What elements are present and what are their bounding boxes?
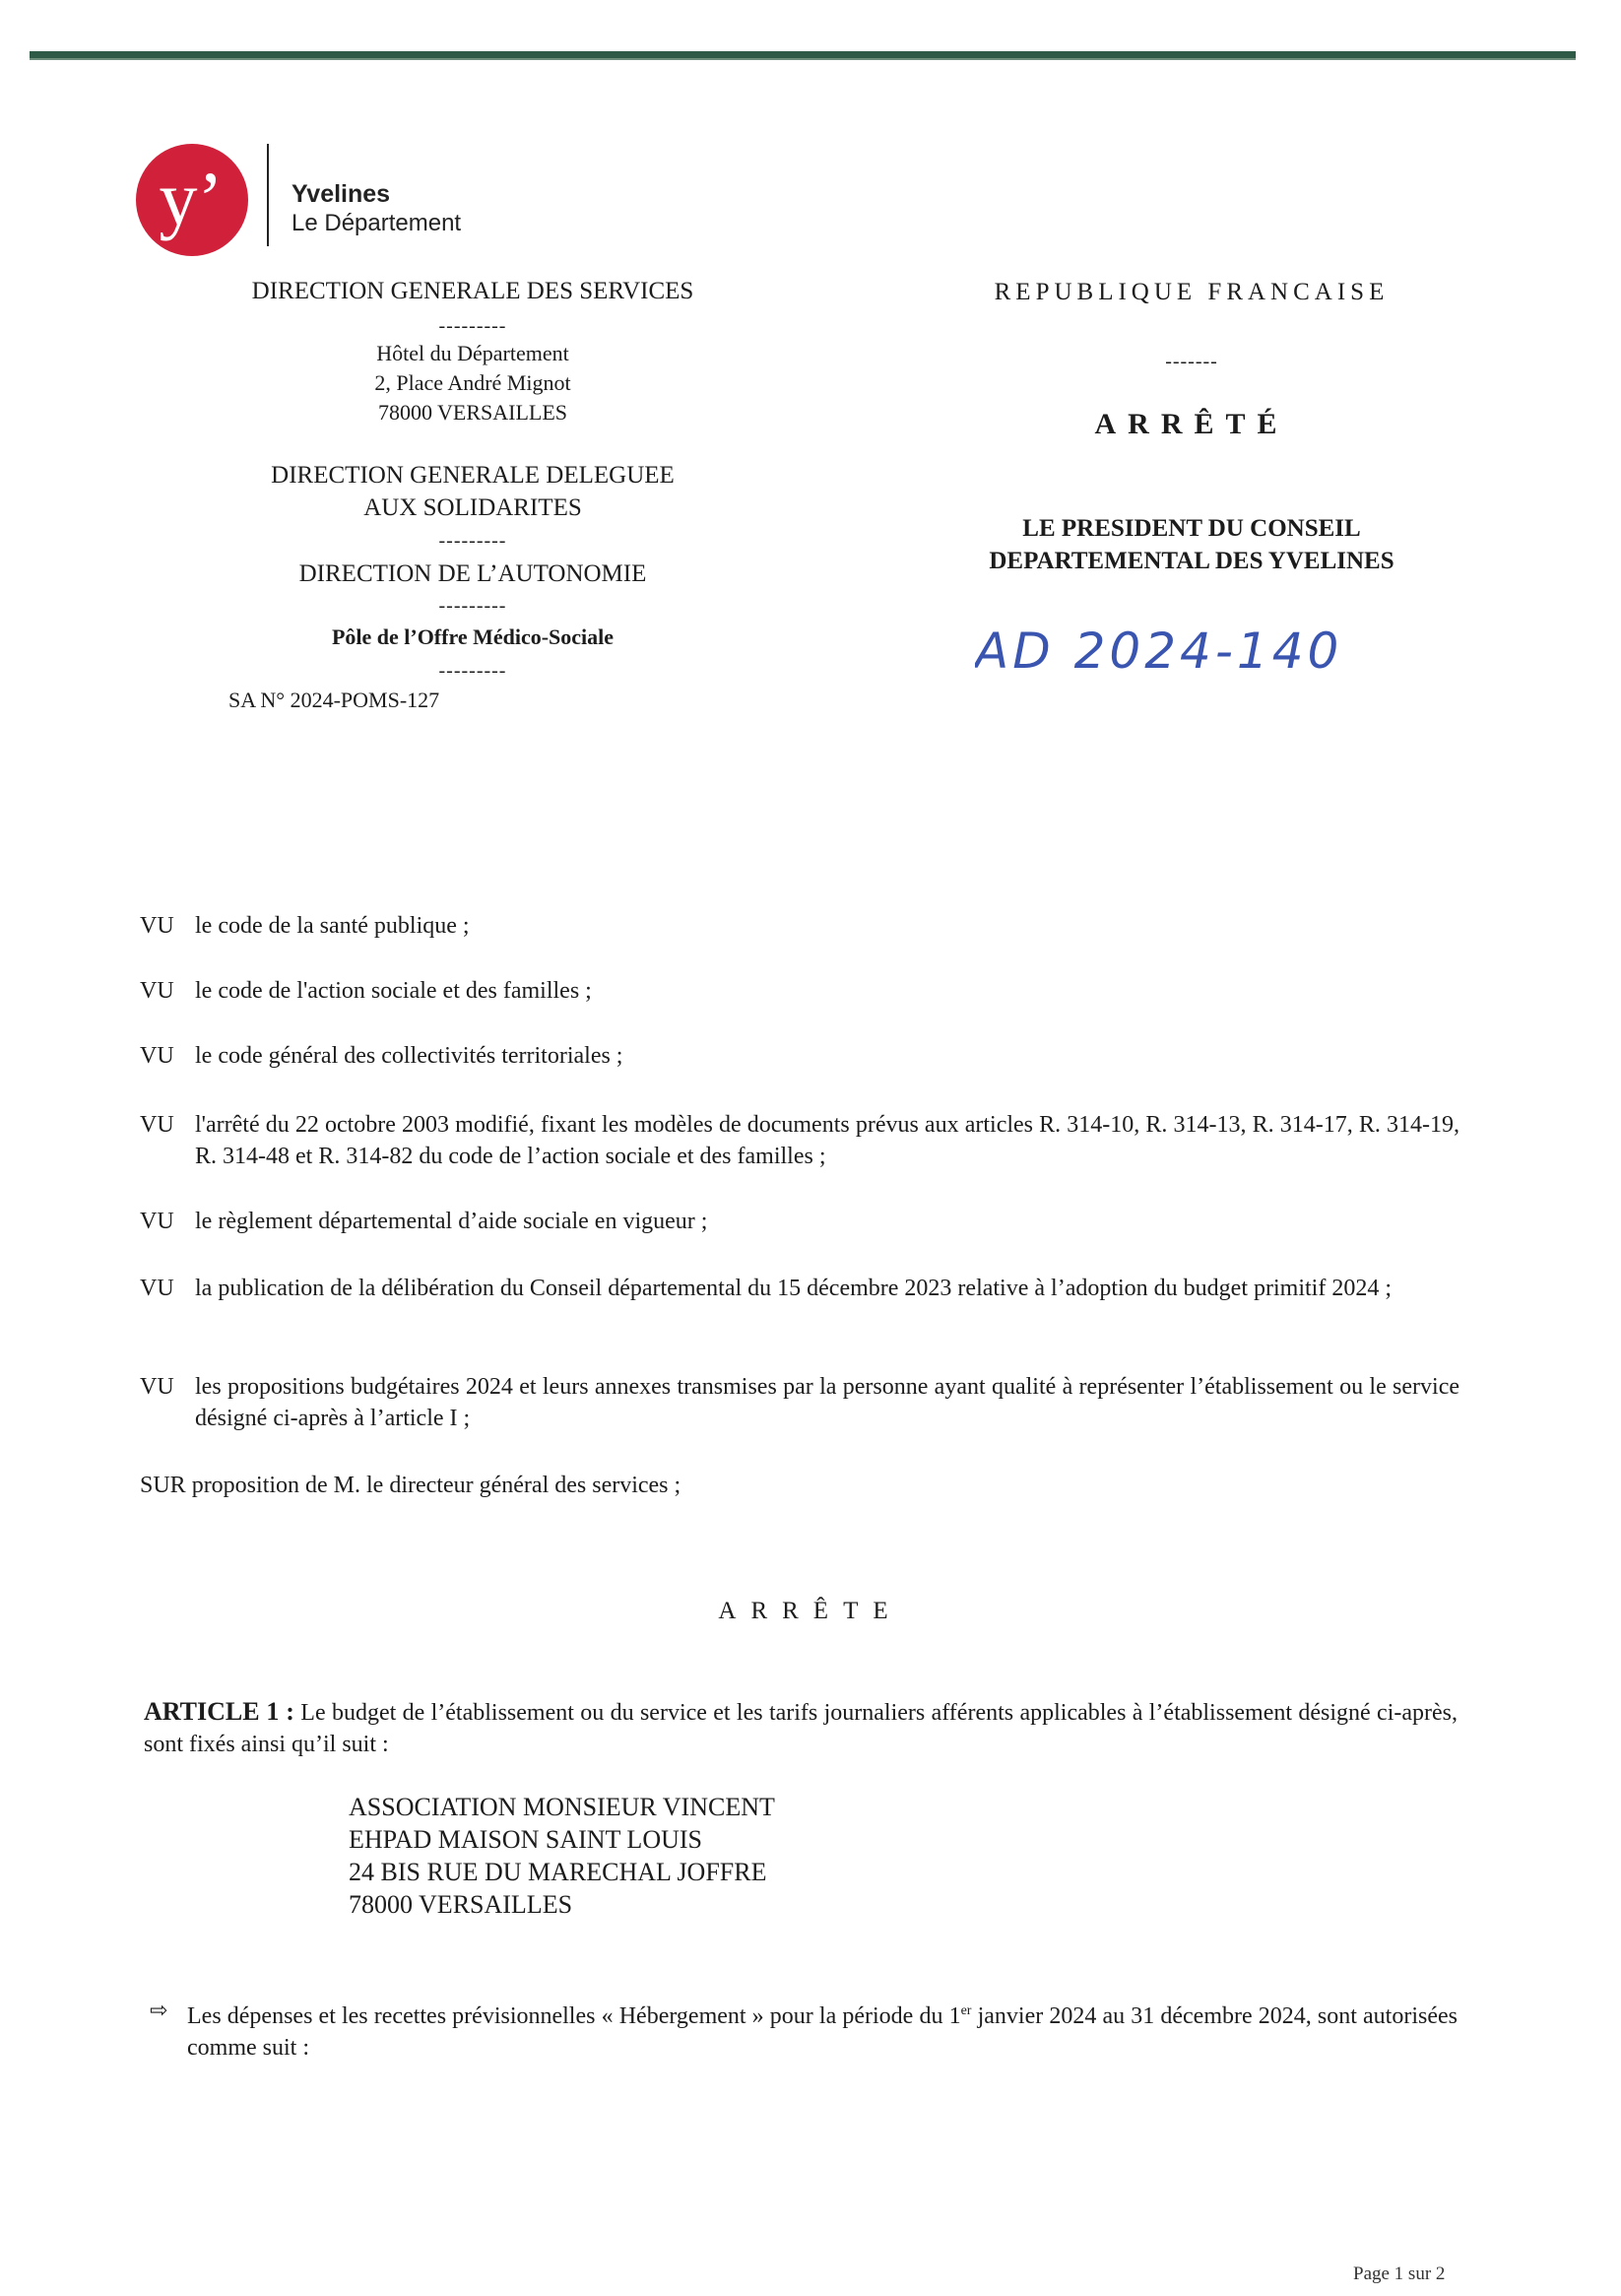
establishment-address [349, 1791, 775, 1921]
bullet-text: Les dépenses et les recettes prévisionnelles « Hébergement » pour la période du 1er janvier 2024 au 31 décembre 2024, sont autorisées comme suit : [187, 2003, 1458, 2061]
arrete-title: ARRÊTÉ [1094, 408, 1289, 440]
visa-text: les propositions budgétaires 2024 et leurs annexes transmises par la personne ayant qualité à représenter l’établissement ou le service désigné ci-après à l’article I ; [195, 1374, 1459, 1431]
visa-item [140, 1040, 1459, 1072]
separator: --------- [438, 660, 507, 682]
visa-key: VU [140, 1043, 174, 1069]
address-line: 24 BIS RUE DU MARECHAL JOFFRE [349, 1858, 767, 1886]
dgs-title: DIRECTION GENERALE DES SERVICES [251, 278, 694, 304]
brand-block [292, 179, 461, 238]
visa-text: le code de la santé publique ; [195, 913, 470, 939]
budget-bullet [144, 1996, 1458, 2064]
visa-key: VU [140, 1112, 174, 1138]
logo-divider [267, 144, 269, 246]
yvelines-logo [134, 142, 250, 258]
visa-item [140, 1206, 1459, 1237]
address-line: ASSOCIATION MONSIEUR VINCENT [349, 1793, 775, 1821]
visa-text: le code général des collectivités territoriales ; [195, 1043, 623, 1069]
visa-text: le règlement départemental d’aide sociale en vigueur ; [195, 1209, 708, 1234]
page-number: Page 1 sur 2 [1353, 2263, 1446, 2284]
pole-title: Pôle de l’Offre Médico-Sociale [331, 624, 615, 649]
visa-text: la publication de la délibération du Conseil départemental du 15 décembre 2023 relative à l’adoption du budget primitif 2024 ; [195, 1276, 1392, 1301]
visa-item [140, 910, 1459, 942]
separator: --------- [438, 595, 507, 617]
president-line-2: DEPARTEMENTAL DES YVELINES [989, 548, 1394, 574]
article-1-text: Le budget de l’établissement ou du service et les tarifs journaliers afférents applicables à l’établissement désigné ci-après, sont fixés ainsi qu’il suit : [144, 1700, 1459, 1757]
arrow-icon: ⇨ [150, 1999, 168, 2023]
visa-key: VU [140, 1374, 174, 1400]
visa-text: le code de l'action sociale et des familles ; [195, 978, 592, 1004]
visa-text: l'arrêté du 22 octobre 2003 modifié, fixant les modèles de documents prévus aux articles R. 314-10, R. 314-13, R. 314-17, R. 314-19, R. 314-48 et R. 314-82 du code de l’action sociale et des familles ; [195, 1112, 1459, 1169]
sur-proposition [140, 1470, 1459, 1501]
dgd-title-line-1: DIRECTION GENERALE DELEGUEE [271, 462, 675, 489]
handwritten-reference-text: AD 2024-140 [975, 623, 1343, 680]
dgd-title-line-2: AUX SOLIDARITES [363, 494, 582, 521]
article-1 [144, 1696, 1458, 1760]
visa-item [140, 1273, 1459, 1304]
president-line-1: LE PRESIDENT DU CONSEIL [1022, 515, 1361, 542]
address-line: 78000 VERSAILLES [349, 1890, 573, 1919]
address-line-3: 78000 VERSAILLES [377, 400, 568, 425]
separator: --------- [438, 315, 507, 337]
top-rule [30, 51, 1576, 58]
top-rule-shadow [30, 58, 1576, 60]
address-line-2: 2, Place André Mignot [374, 370, 571, 395]
separator: ------- [1165, 351, 1218, 372]
article-1-label: ARTICLE 1 : [144, 1697, 294, 1726]
reference-number: SA N° 2024-POMS-127 [228, 688, 440, 712]
visa-key: VU [140, 1209, 174, 1234]
visa-item [140, 1371, 1459, 1434]
address-line-1: Hôtel du Département [376, 341, 569, 365]
republique-title: REPUBLIQUE FRANCAISE [994, 279, 1390, 305]
handwritten-reference [975, 611, 1389, 689]
visa-key: VU [140, 913, 174, 939]
brand-subtitle: Le Département [292, 210, 462, 236]
address-line: EHPAD MAISON SAINT LOUIS [349, 1825, 702, 1854]
visa-item [140, 1109, 1459, 1172]
sur-text: SUR proposition de M. le directeur général des services ; [140, 1473, 681, 1498]
visa-key: VU [140, 978, 174, 1004]
arrete-heading: ARRÊTE [718, 1598, 903, 1624]
logo-letter: y’ [159, 156, 224, 241]
visa-item [140, 975, 1459, 1007]
brand-name: Yvelines [292, 180, 391, 208]
autonomie-title: DIRECTION DE L’AUTONOMIE [298, 560, 647, 587]
separator: --------- [438, 530, 507, 552]
visa-key: VU [140, 1276, 174, 1301]
